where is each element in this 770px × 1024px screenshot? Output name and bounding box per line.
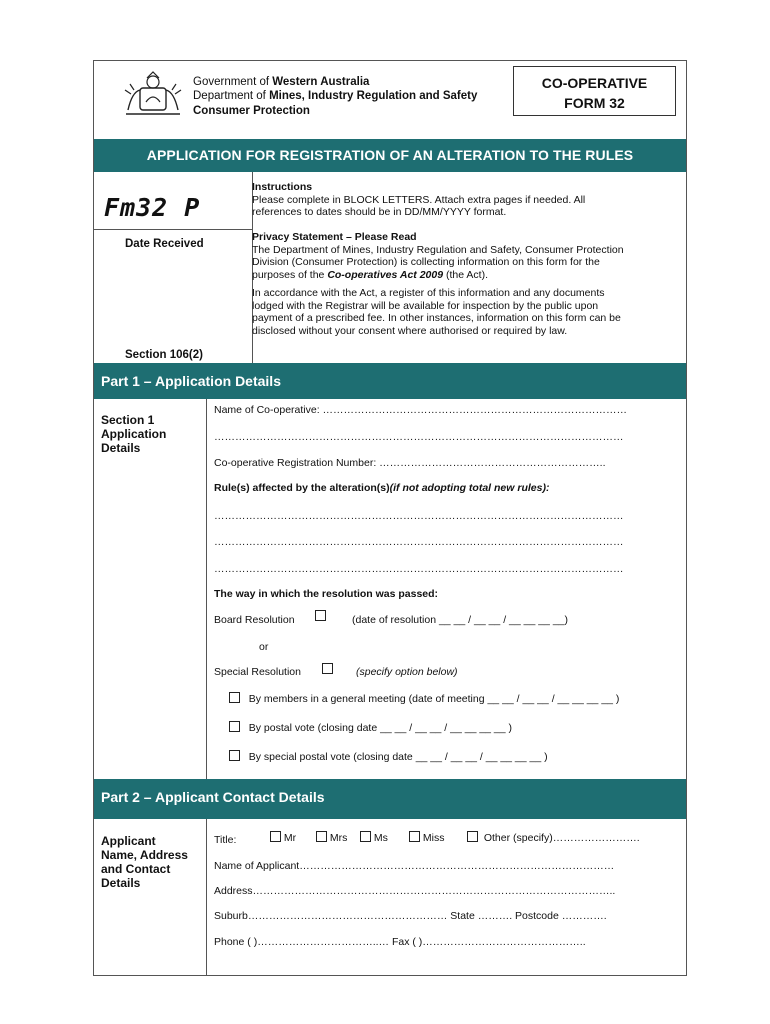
form-number-box xyxy=(513,66,676,116)
board-resolution-checkbox[interactable] xyxy=(315,610,326,623)
mrs-checkbox[interactable] xyxy=(316,831,327,842)
special-postal-vote-checkbox[interactable] xyxy=(229,750,240,761)
wa-government-crest-icon xyxy=(122,68,184,120)
instructions-heading: Instructions xyxy=(252,181,313,193)
title-ms[interactable]: Ms xyxy=(360,831,388,844)
rules-affected-label: Rule(s) affected by the alteration(s)(if not adopting total new rules): xyxy=(214,482,550,494)
division-name: Consumer Protection xyxy=(193,105,310,117)
title-label: Title: xyxy=(214,834,237,846)
title-mrs[interactable]: Mrs xyxy=(316,831,347,844)
form-code-divider xyxy=(94,229,252,230)
instructions-text-2: references to dates should be in DD/MM/YYYY format. xyxy=(252,206,507,218)
miss-checkbox[interactable] xyxy=(409,831,420,842)
special-resolution-label: Special Resolution xyxy=(214,666,301,678)
privacy-p2-line1: In accordance with the Act, a register of this information and any documents xyxy=(252,287,605,299)
date-received-label: Date Received xyxy=(125,238,204,250)
or-label: or xyxy=(259,641,269,653)
option-general-meeting[interactable]: By members in a general meeting (date of meeting __ __ / __ __ / __ __ __ __ ) xyxy=(229,692,619,705)
part1-divider xyxy=(206,399,207,779)
form-type: CO-OPERATIVE xyxy=(541,75,648,91)
part2-header: Part 2 – Applicant Contact Details xyxy=(94,779,686,819)
part2-divider xyxy=(206,819,207,975)
instructions-text-1: Please complete in BLOCK LETTERS. Attach extra pages if needed. All xyxy=(252,193,586,206)
form-page xyxy=(93,60,687,976)
ms-checkbox[interactable] xyxy=(360,831,371,842)
privacy-p2-line2: lodged with the Registrar will be available for inspection by the public upon xyxy=(252,299,599,312)
postal-vote-checkbox[interactable] xyxy=(229,721,240,732)
department-name: Department of Mines, Industry Regulation and Safety xyxy=(193,90,478,102)
privacy-p1-line2: Division (Consumer Protection) is collecting information on this form for the xyxy=(252,256,600,268)
general-meeting-checkbox[interactable] xyxy=(229,692,240,703)
title-mr[interactable]: Mr xyxy=(270,831,296,844)
government-name: Government of Western Australia xyxy=(193,76,370,88)
special-resolution-note: (specify option below) xyxy=(356,666,458,678)
privacy-heading: Privacy Statement – Please Read xyxy=(252,231,417,243)
phone-fax-field[interactable]: Phone ( )……………………………..… Fax ( )……………………………………….. xyxy=(214,936,586,948)
form-number: FORM 32 xyxy=(564,95,625,111)
rules-affected-line-3[interactable]: ……………………………………………………………………………………………………… xyxy=(214,563,624,575)
part2-side-label: Applicant Name, Address and Contact Details xyxy=(101,834,188,890)
cooperative-name-continued[interactable]: ……………………………………………………………………………………………………… xyxy=(214,431,624,443)
board-resolution-label: Board Resolution xyxy=(214,614,295,626)
instructions-block xyxy=(252,181,680,219)
privacy-p1-line3: purposes of the Co-operatives Act 2009 (the Act). xyxy=(252,268,488,281)
privacy-statement xyxy=(252,231,680,337)
applicant-name-field[interactable]: Name of Applicant……………………………………………………………………………… xyxy=(214,860,615,872)
option-postal-vote[interactable]: By postal vote (closing date __ __ / __ __ / __ __ __ __ ) xyxy=(229,721,512,734)
cooperative-name-field[interactable]: Name of Co-operative: …………………………………………………………………………… xyxy=(214,404,628,416)
privacy-p1-line1: The Department of Mines, Industry Regulation and Safety, Consumer Protection xyxy=(252,243,624,256)
address-field[interactable]: Address………………………………………………………………………………………….. xyxy=(214,885,616,897)
privacy-p2-line4: disclosed without your consent where authorised or required by law. xyxy=(252,324,568,337)
part1-side-label: Section 1 Application Details xyxy=(101,413,167,455)
rules-affected-line-2[interactable]: ……………………………………………………………………………………………………… xyxy=(214,536,624,548)
resolution-heading: The way in which the resolution was passed: xyxy=(214,588,439,600)
title-miss[interactable]: Miss xyxy=(409,831,445,844)
other-checkbox[interactable] xyxy=(467,831,478,842)
title-other[interactable]: Other (specify)……………………. xyxy=(467,831,640,844)
board-resolution-date[interactable]: (date of resolution __ __ / __ __ / __ __ __ __) xyxy=(352,614,568,626)
suburb-state-postcode-field[interactable]: Suburb………………………………………………… State ………. Postcode …………. xyxy=(214,910,607,922)
rules-affected-line-1[interactable]: ……………………………………………………………………………………………………… xyxy=(214,510,624,522)
mr-checkbox[interactable] xyxy=(270,831,281,842)
form-title-banner: APPLICATION FOR REGISTRATION OF AN ALTERATION TO THE RULES xyxy=(94,139,686,172)
section-label: Section 106(2) xyxy=(125,349,203,361)
form-code: Fm32 P xyxy=(104,193,201,222)
option-special-postal-vote[interactable]: By special postal vote (closing date __ __ / __ __ / __ __ __ __ ) xyxy=(229,750,548,763)
special-resolution-checkbox[interactable] xyxy=(322,663,333,676)
part1-header: Part 1 – Application Details xyxy=(94,363,686,399)
privacy-p2-line3: payment of a prescribed fee. In other instances, information on this form can be xyxy=(252,312,621,324)
registration-number-field[interactable]: Co-operative Registration Number: ……………………………………………………….. xyxy=(214,457,606,469)
